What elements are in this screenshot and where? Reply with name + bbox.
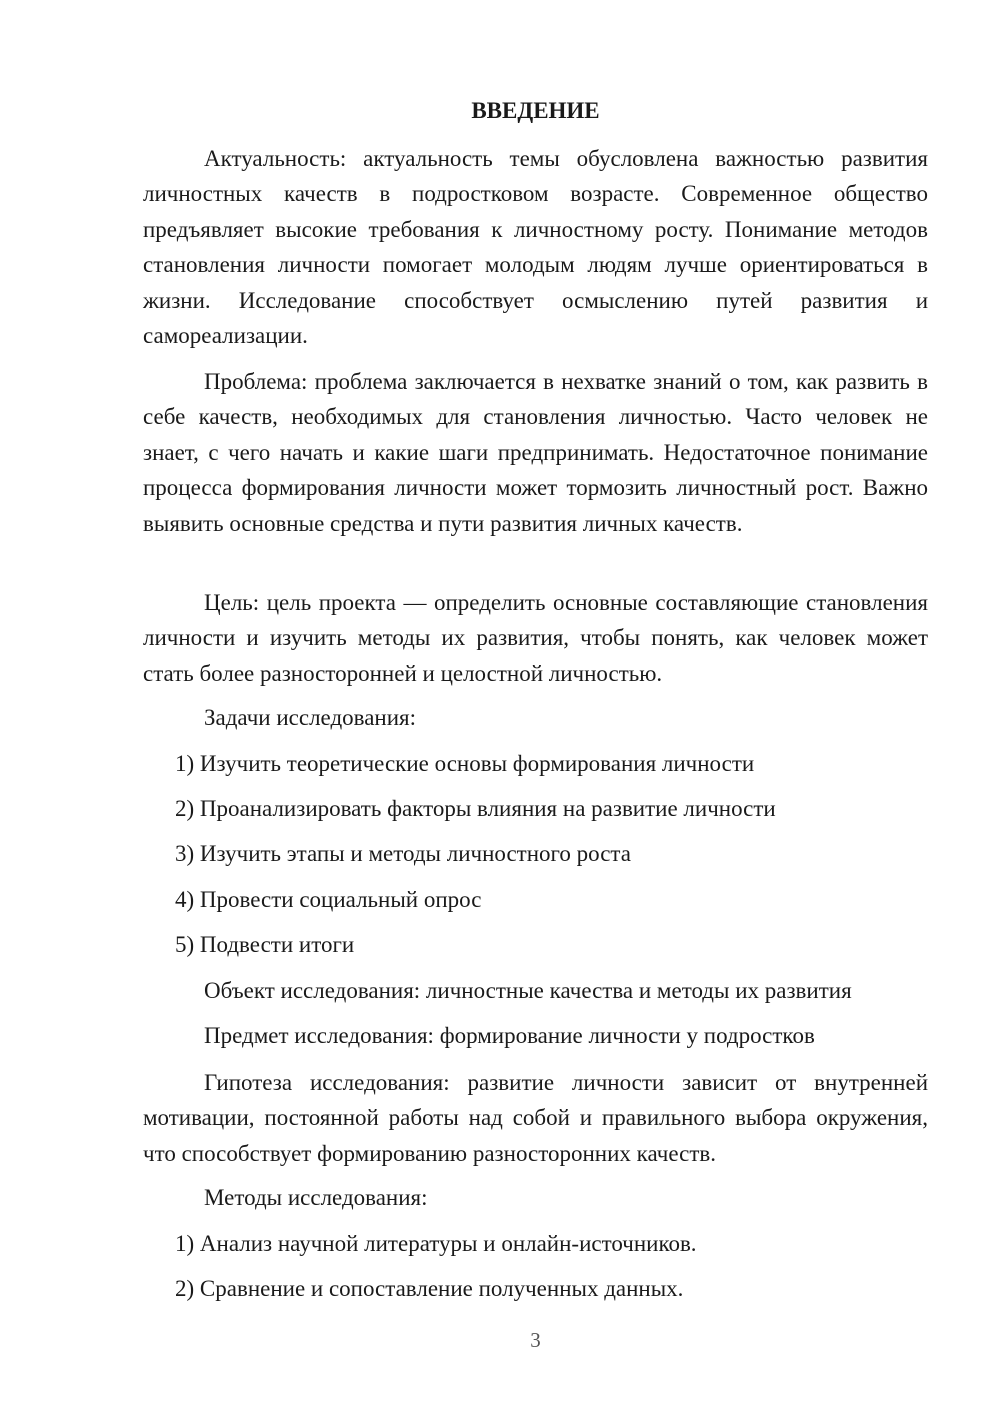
task-item: 3) Изучить этапы и методы личностного роста bbox=[175, 841, 631, 866]
tasks-heading: Задачи исследования: bbox=[204, 705, 417, 730]
task-item: 1) Изучить теоретические основы формирования личности bbox=[175, 751, 755, 776]
subject-line: Предмет исследования: формирование личности у подростков bbox=[204, 1023, 815, 1048]
section-title: ВВЕДЕНИЕ bbox=[471, 98, 600, 123]
method-item: 2) Сравнение и сопоставление полученных данных. bbox=[175, 1276, 684, 1301]
object-line: Объект исследования: личностные качества и методы их развития bbox=[204, 978, 852, 1003]
task-item: 4) Провести социальный опрос bbox=[175, 887, 482, 912]
methods-heading: Методы исследования: bbox=[204, 1185, 428, 1210]
task-item: 5) Подвести итоги bbox=[175, 932, 355, 957]
goal-paragraph: Цель: цель проекта — определить основные составляющие становления личности и изучить методы их развития, чтобы понять, как человек может стать более разносторонней и целостной личностью. bbox=[143, 590, 928, 686]
hypothesis-paragraph: Гипотеза исследования: развитие личности зависит от внутренней мотивации, постоянной работы над собой и правильного выбора окружения, что способствует формированию разносторонних качеств. bbox=[143, 1070, 928, 1166]
method-item: 1) Анализ научной литературы и онлайн-источников. bbox=[175, 1231, 697, 1256]
relevance-paragraph: Актуальность: актуальность темы обусловлена важностью развития личностных качеств в подростковом возрасте. Современное общество предъявляет высокие требования к личностному росту. Понимание методов становления личности помогает молодым людям лучше ориентироваться в жизни. Исследование способствует осмыслению путей развития и самореализации. bbox=[143, 146, 928, 349]
problem-paragraph: Проблема: проблема заключается в нехватке знаний о том, как развить в себе качеств, необходимых для становления личностью. Часто человек не знает, с чего начать и какие шаги предпринимать. Недостаточное понимание процесса формирования личности может тормозить личностный рост. Важно выявить основные средства и пути развития личных качеств. bbox=[143, 369, 928, 536]
task-item: 2) Проанализировать факторы влияния на развитие личности bbox=[175, 796, 776, 821]
page-number: 3 bbox=[530, 1328, 541, 1352]
